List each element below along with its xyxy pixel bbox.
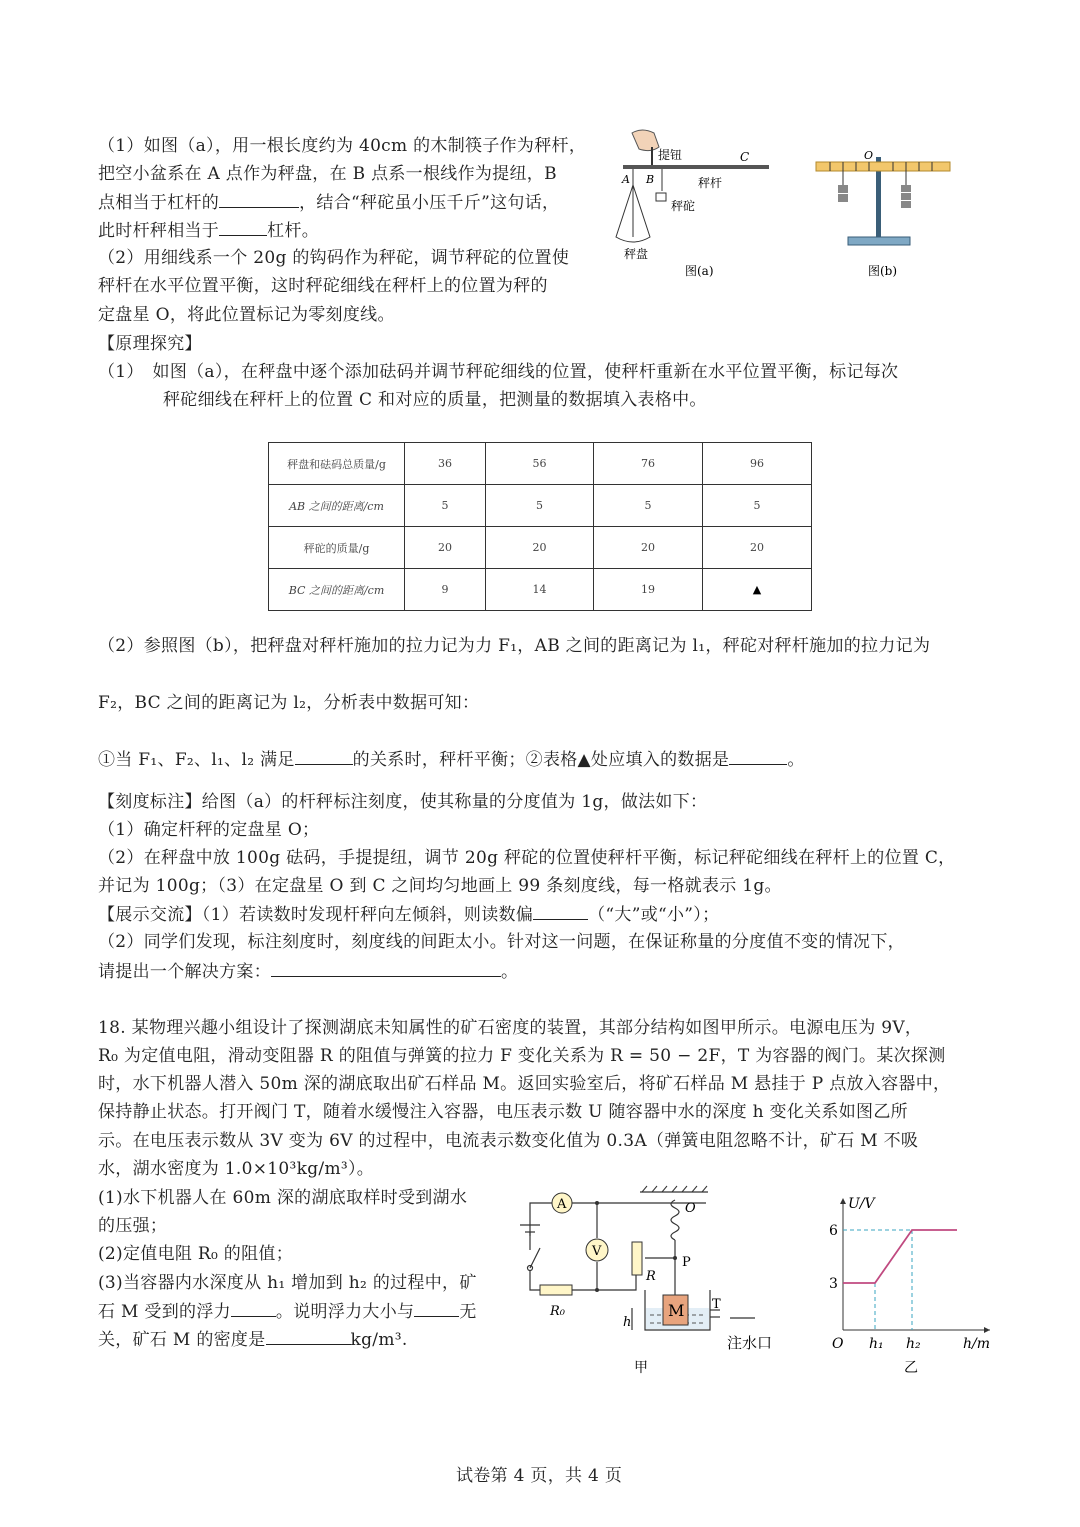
table-cell: 9 xyxy=(405,569,486,611)
question-18: 18. 某物理兴趣小组设计了探测湖底未知属性的矿石密度的装置，其部分结构如图甲所示。电源电压为 9V， xyxy=(98,1018,923,1038)
hand-icon xyxy=(632,130,659,151)
text-line: 并记为 100g；（3）在定盘星 O 到 C 之间均匀地画上 99 条刻度线，每一格就表示 1g。 xyxy=(98,876,782,896)
label: A xyxy=(622,173,630,186)
text-line: （2）同学们发现，标注刻度时，刻度线的间距太小。针对这一问题，在保证称量的分度值不变的情况下， xyxy=(98,932,905,952)
text-line: 的压强； xyxy=(98,1216,168,1236)
text-line: 时，水下机器人潜入 50m 深的湖底取出矿石样品 M。返回实验室后，将矿石样品 M 悬挂于 P 点放入容器中， xyxy=(98,1074,951,1094)
section-heading: 【原理探究】 xyxy=(98,334,202,354)
label: M xyxy=(668,1301,685,1320)
text-line: 把空小盆系在 A 点作为秤盘，在 B 点系一根线作为提纽，B xyxy=(98,164,557,184)
text-line xyxy=(98,1300,477,1323)
page-footer: 试卷第 4 页，共 4 页 xyxy=(456,1466,623,1486)
table-cell: 14 xyxy=(486,569,594,611)
answer-blank[interactable] xyxy=(219,219,267,236)
label: O xyxy=(864,149,874,162)
text-line xyxy=(98,748,805,771)
label: 秤盘 xyxy=(624,247,649,261)
text: 。说明浮力大小与 xyxy=(275,1302,415,1322)
table-cell: 96 xyxy=(703,443,812,485)
table-cell: 19 xyxy=(594,569,703,611)
caption: 乙 xyxy=(904,1360,918,1376)
table-cell: 5 xyxy=(486,485,594,527)
label: O xyxy=(685,1201,696,1216)
label: 注水口 xyxy=(727,1334,773,1352)
table-cell: 20 xyxy=(594,527,703,569)
data-table xyxy=(268,442,812,611)
label: R xyxy=(646,1269,656,1284)
figure-circuit xyxy=(510,1180,800,1380)
text: ①当 F₁、F₂、l₁、l₂ 满足 xyxy=(98,750,295,770)
label: T xyxy=(712,1297,721,1312)
label: P xyxy=(682,1255,691,1270)
text-line: （1） 如图（a），在秤盘中逐个添加砝码并调节秤砣细线的位置，使秤杆重新在水平位置平衡，标记每次 xyxy=(98,362,899,382)
lever-base xyxy=(848,237,910,245)
row-header: 秤盘和砝码总质量/g xyxy=(269,443,405,485)
text: 无 xyxy=(459,1302,477,1322)
text: 关，矿石 M 的密度是 xyxy=(98,1330,266,1350)
label: R₀ xyxy=(550,1304,565,1319)
row-header: AB 之间的距离/cm xyxy=(269,485,405,527)
text-line: （2）在秤盘中放 100g 砝码，手提提纽，调节 20g 秤砣的位置使秤杆平衡，标记秤砣细线在秤杆上的位置 C， xyxy=(98,848,956,868)
text-line: （1）确定杆秤的定盘星 O； xyxy=(98,820,320,840)
text: kg/m³. xyxy=(350,1330,408,1350)
text: 。 xyxy=(501,962,519,982)
text: 此时杆秤相当于 xyxy=(98,221,220,241)
figure-voltage-graph xyxy=(820,1190,1000,1380)
answer-blank[interactable] xyxy=(295,748,353,765)
figure-b-lever xyxy=(800,145,970,285)
text-line: 保持静止状态。打开阀门 T，随着水缓慢注入容器，电压表示数 U 随容器中水的深度 h 变化关系如图乙所 xyxy=(98,1102,908,1122)
text: （“大”或“小”）； xyxy=(588,905,720,925)
text: 石 M 受到的浮力 xyxy=(98,1302,231,1322)
x-tick-label: h₁ xyxy=(869,1336,884,1352)
label: 秤杆 xyxy=(698,176,723,190)
table-row xyxy=(269,485,812,527)
text: 【展示交流】（1）若读数时发现杆秤向左倾斜，则读数偏 xyxy=(98,905,534,925)
row-header: BC 之间的距离/cm xyxy=(269,569,405,611)
label: C xyxy=(740,150,750,164)
row-header: 秤砣的质量/g xyxy=(269,527,405,569)
text-line: (3)当容器内水深度从 h₁ 增加到 h₂ 的过程中，矿 xyxy=(98,1273,477,1293)
table-cell: 20 xyxy=(703,527,812,569)
table-row xyxy=(269,527,812,569)
table-cell: 56 xyxy=(486,443,594,485)
text-line xyxy=(98,1328,408,1351)
text-line: 秤砣细线在秤杆上的位置 C 和对应的质量，把测量的数据填入表格中。 xyxy=(163,390,707,410)
table-cell: 36 xyxy=(405,443,486,485)
x-tick-label: h₂ xyxy=(906,1336,921,1352)
answer-blank[interactable] xyxy=(231,1300,276,1317)
table-cell: 20 xyxy=(405,527,486,569)
text-line: R₀ 为定值电阻，滑动变阻器 R 的阻值与弹簧的拉力 F 变化关系为 R = 50 − 2F，T 为容器的阀门。某次探测 xyxy=(98,1046,946,1066)
text-line: (2)定值电阻 R₀ 的阻值； xyxy=(98,1244,294,1264)
text-line: 定盘星 O，将此位置标记为零刻度线。 xyxy=(98,305,395,325)
x-axis-label: h/m xyxy=(963,1336,991,1352)
table-cell: 76 xyxy=(594,443,703,485)
figure-a-steelyard xyxy=(610,125,790,285)
label: 提钮 xyxy=(658,148,683,162)
text: ，结合“秤砣虽小压千斤”这句话， xyxy=(299,193,560,213)
text-line: 【刻度标注】给图（a）的杆秤标注刻度，使其称量的分度值为 1g，做法如下： xyxy=(98,792,708,812)
text-line: 示。在电压表示数从 3V 变为 6V 的过程中，电流表示数变化值为 0.3A（弹簧电阻忽略不计，矿石 M 不吸 xyxy=(98,1131,919,1151)
text-line: 水，湖水密度为 1.0×10³kg/m³）。 xyxy=(98,1159,375,1179)
y-tick-label: 6 xyxy=(829,1223,838,1239)
caption: 图(b) xyxy=(868,264,898,278)
label: V xyxy=(592,1244,602,1259)
table-row xyxy=(269,569,812,611)
text-line: （1）如图（a），用一根长度约为 40cm 的木制筷子作为秤杆， xyxy=(98,136,587,156)
text: 点相当于杠杆的 xyxy=(98,193,220,213)
text-line: （2）参照图（b），把秤盘对秤杆施加的拉力记为力 F₁，AB 之间的距离记为 l₁，秤砣对秤杆施加的拉力记为 xyxy=(98,636,931,656)
answer-blank[interactable] xyxy=(219,191,299,208)
answer-blank[interactable] xyxy=(414,1300,459,1317)
label: 秤砣 xyxy=(671,199,696,213)
table-cell: 5 xyxy=(703,485,812,527)
label: A xyxy=(557,1197,567,1212)
text: 。 xyxy=(787,750,805,770)
text-line: 秤杆在水平位置平衡，这时秤砣细线在秤杆上的位置为秤的 xyxy=(98,276,548,296)
text-line xyxy=(98,191,559,214)
caption: 图(a) xyxy=(685,264,714,278)
text-line xyxy=(98,219,319,242)
table-row xyxy=(269,443,812,485)
text: 杠杆。 xyxy=(267,221,320,241)
rheostat-r xyxy=(632,1242,642,1275)
resistor-r0 xyxy=(540,1285,572,1295)
origin-label: O xyxy=(832,1336,844,1352)
text: 请提出一个解决方案： xyxy=(98,962,271,982)
caption: 甲 xyxy=(634,1360,648,1376)
answer-blank[interactable] xyxy=(271,960,501,977)
counterweight-icon xyxy=(656,193,666,201)
label: h xyxy=(623,1315,632,1330)
text-line: （2）用细线系一个 20g 的钩码作为秤砣，调节秤砣的位置使 xyxy=(98,248,570,268)
text-line xyxy=(98,960,518,983)
table-cell: 5 xyxy=(594,485,703,527)
table-cell: 20 xyxy=(486,527,594,569)
y-tick-label: 3 xyxy=(829,1276,838,1292)
text-line xyxy=(98,903,719,926)
text: 的关系时，秤杆平衡；②表格▲处应填入的数据是 xyxy=(352,750,730,770)
answer-blank[interactable] xyxy=(533,903,588,920)
answer-blank[interactable] xyxy=(729,748,787,765)
label: B xyxy=(646,173,655,186)
answer-blank[interactable] xyxy=(266,1328,351,1345)
lever-bar xyxy=(816,162,950,171)
text-line: (1)水下机器人在 60m 深的湖底取样时受到湖水 xyxy=(98,1188,468,1208)
y-axis-label: U/V xyxy=(848,1196,875,1212)
table-cell: ▲ xyxy=(703,569,812,611)
steelyard-bar xyxy=(623,165,769,169)
table-cell: 5 xyxy=(405,485,486,527)
voltage-curve xyxy=(843,1230,957,1283)
text-line: F₂，BC 之间的距离记为 l₂，分析表中数据可知： xyxy=(98,693,480,713)
